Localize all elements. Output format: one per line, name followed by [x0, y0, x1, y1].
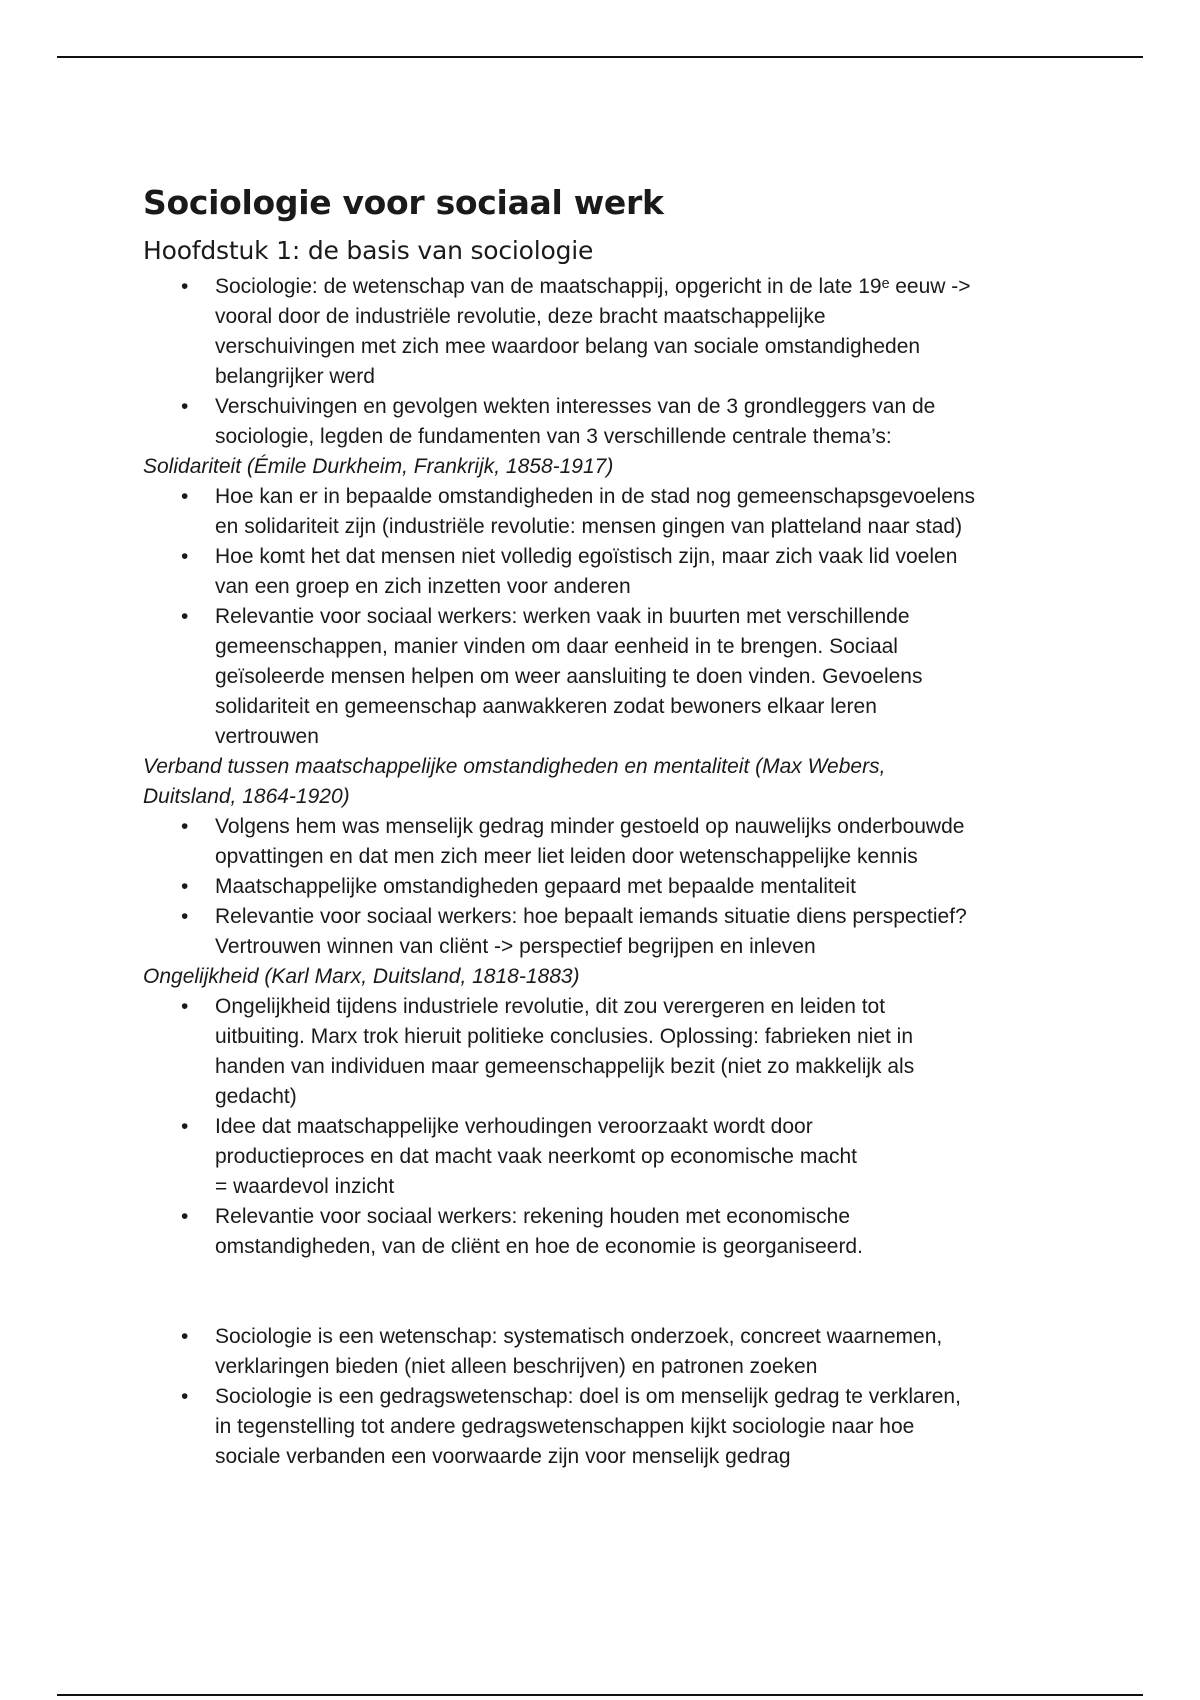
bullet-icon: • — [181, 605, 189, 628]
list-item — [143, 992, 1083, 1112]
list-item — [143, 392, 1083, 452]
bullet-text: Hoe kan er in bepaalde omstandigheden in de stad nog gemeenschapsgevoelens en solidariteit zijn (industriële revolutie: mensen gingen van platteland naar stad) — [215, 485, 976, 538]
list-item — [143, 1382, 1083, 1472]
list-item — [143, 1322, 1083, 1382]
list-item — [143, 902, 1083, 962]
chapter-title: Hoofdstuk 1: de basis van sociologie — [143, 236, 594, 265]
list-item — [143, 1112, 1083, 1202]
bullet-text: Sociologie: de wetenschap van de maatschappij, opgericht in de late 19ᵉ eeuw -> vooral door de industriële revolutie, deze bracht maatschappelijke verschuivingen met zich mee waardoor belang van sociale omstandigheden belangrijker werd — [215, 275, 971, 388]
bullet-text: Volgens hem was menselijk gedrag minder gestoeld op nauwelijks onderbouwde opvattingen en dat men zich meer liet leiden door wetenschappelijke kennis — [215, 815, 965, 868]
closing-list — [143, 1322, 1083, 1472]
list-item — [143, 872, 1083, 902]
solidariteit-list — [143, 482, 1083, 752]
section-heading-mentaliteit: Verband tussen maatschappelijke omstandigheden en mentaliteit (Max Webers, Duitsland, 1864-1920) — [143, 755, 886, 808]
bullet-icon: • — [181, 485, 189, 508]
top-rule — [57, 56, 1143, 58]
bullet-text: Idee dat maatschappelijke verhoudingen veroorzaakt wordt door productieproces en dat macht vaak neerkomt op economische macht = waardevol inzicht — [215, 1115, 858, 1198]
section-heading-ongelijkheid: Ongelijkheid (Karl Marx, Duitsland, 1818-1883) — [143, 965, 580, 988]
ongelijkheid-list — [143, 992, 1083, 1262]
mentaliteit-list — [143, 812, 1083, 962]
bullet-icon: • — [181, 395, 189, 418]
spacer — [143, 1262, 1083, 1322]
bullet-icon: • — [181, 1115, 189, 1138]
bullet-icon: • — [181, 275, 189, 298]
bullet-icon: • — [181, 875, 189, 898]
bullet-text: Relevantie voor sociaal werkers: rekening houden met economische omstandigheden, van de cliënt en hoe de economie is georganiseerd. — [215, 1205, 863, 1258]
list-item — [143, 272, 1083, 392]
bullet-icon: • — [181, 1325, 189, 1348]
intro-list — [143, 272, 1083, 452]
bullet-text: Verschuivingen en gevolgen wekten interesses van de 3 grondleggers van de sociologie, legden de fundamenten van 3 verschillende centrale thema’s: — [215, 395, 936, 448]
bullet-text: Relevantie voor sociaal werkers: hoe bepaalt iemands situatie diens perspectief? Vertrouwen winnen van cliënt -> perspectief begrijpen en inleven — [215, 905, 967, 958]
bullet-icon: • — [181, 905, 189, 928]
bullet-icon: • — [181, 1205, 189, 1228]
list-item — [143, 1202, 1083, 1262]
list-item — [143, 482, 1083, 542]
document-title: Sociologie voor sociaal werk — [143, 183, 664, 222]
bullet-text: Relevantie voor sociaal werkers: werken vaak in buurten met verschillende gemeenschappen, manier vinden om daar eenheid in te brengen. Sociaal geïsoleerde mensen helpen om weer aansluiting te doen vinden. Gevoelens solidariteit en gemeenschap aanwakkeren zodat bewoners elkaar leren vertrouwen — [215, 605, 923, 748]
bullet-text: Sociologie is een wetenschap: systematisch onderzoek, concreet waarnemen, verklaringen bieden (niet alleen beschrijven) en patronen zoeken — [215, 1325, 943, 1378]
list-item — [143, 812, 1083, 872]
bullet-text: Maatschappelijke omstandigheden gepaard met bepaalde mentaliteit — [215, 875, 856, 898]
bullet-text: Sociologie is een gedragswetenschap: doel is om menselijk gedrag te verklaren, in tegenstelling tot andere gedragswetenschappen kijkt sociologie naar hoe sociale verbanden een voorwaarde zijn voor menselijk gedrag — [215, 1385, 961, 1468]
bullet-text: Ongelijkheid tijdens industriele revolutie, dit zou verergeren en leiden tot uitbuiting. Marx trok hieruit politieke conclusies. Oplossing: fabrieken niet in handen van individuen maar gemeenschappelijk bezit (niet zo makkelijk als gedacht) — [215, 995, 915, 1108]
bullet-icon: • — [181, 1385, 189, 1408]
list-item — [143, 602, 1083, 752]
bullet-text: Hoe komt het dat mensen niet volledig egoïstisch zijn, maar zich vaak lid voelen van een groep en zich inzetten voor anderen — [215, 545, 958, 598]
bullet-icon: • — [181, 545, 189, 568]
document-body — [143, 180, 1083, 1472]
bottom-rule — [57, 1694, 1143, 1696]
section-heading-solidariteit: Solidariteit (Émile Durkheim, Frankrijk, 1858-1917) — [143, 455, 614, 478]
bullet-icon: • — [181, 815, 189, 838]
bullet-icon: • — [181, 995, 189, 1018]
list-item — [143, 542, 1083, 602]
